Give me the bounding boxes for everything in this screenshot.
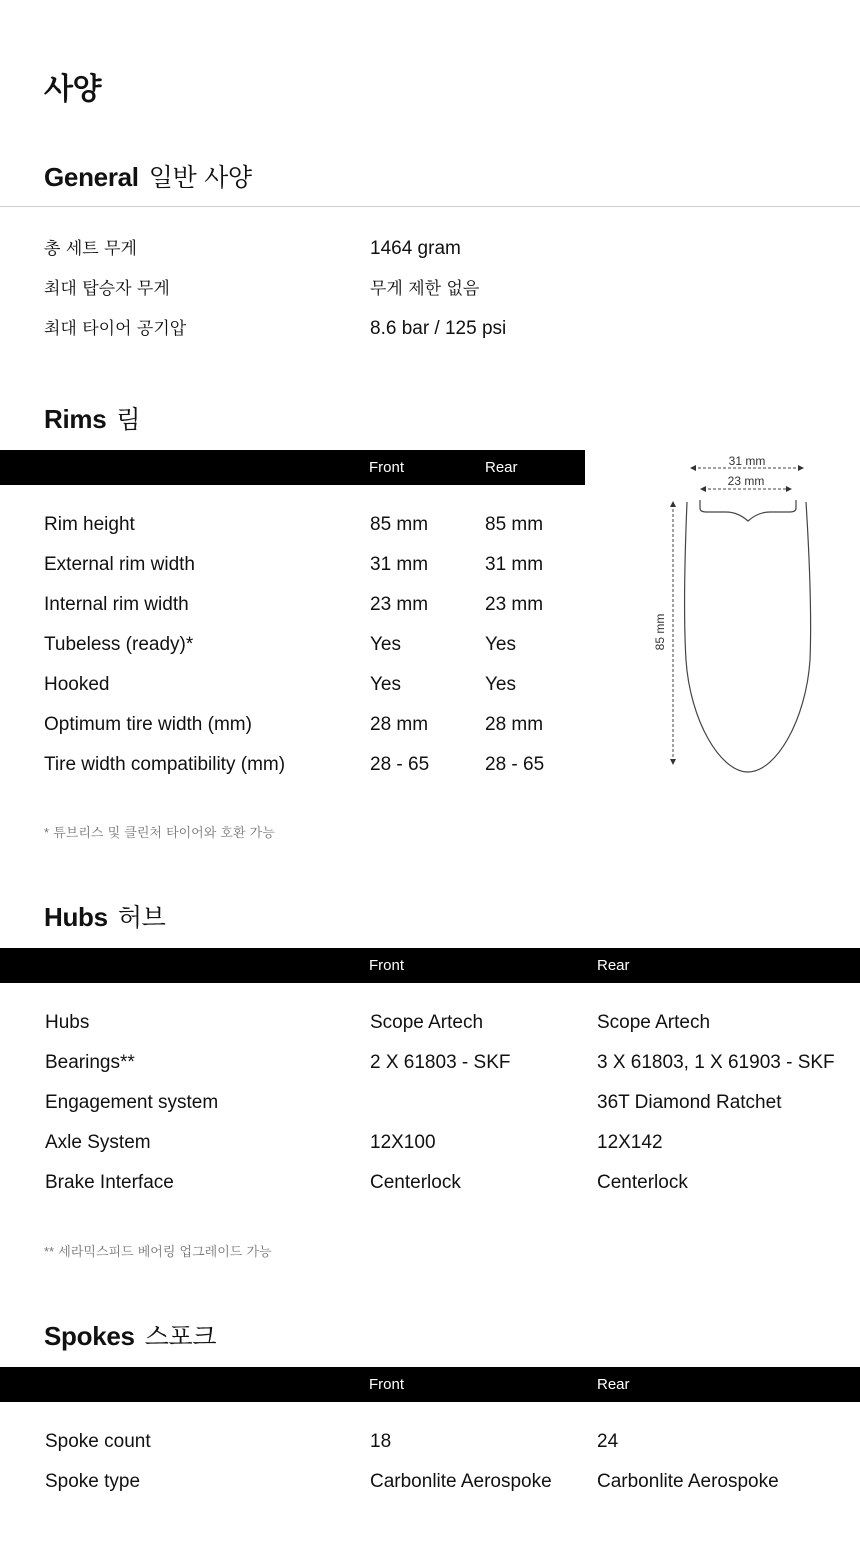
internal-width-label: 23 mm [727, 474, 765, 488]
hubs-col-front: Front [369, 957, 405, 974]
hubs-footnote-mark: ** [44, 1244, 55, 1259]
height-label: 85 mm [653, 613, 667, 651]
rims-row-rear: Yes [485, 674, 516, 695]
hubs-section-title [44, 898, 166, 934]
spokes-row-rear: 24 [597, 1431, 619, 1452]
rims-row-front: 28 - 65 [370, 754, 430, 775]
rims-row-label: Hooked [44, 674, 110, 695]
rims-row-label: Optimum tire width (mm) [44, 714, 252, 735]
rims-row-label: Internal rim width [44, 594, 189, 615]
rims-row-front: 85 mm [370, 514, 429, 535]
hubs-row-rear: 36T Diamond Ratchet [597, 1092, 782, 1113]
hubs-row-label: Bearings** [45, 1052, 135, 1073]
general-divider [0, 206, 860, 207]
rim-outer-profile [684, 502, 810, 772]
rims-row-rear: 28 - 65 [485, 754, 545, 775]
rims-row-front: Yes [370, 674, 401, 695]
general-title-en: General [44, 162, 139, 192]
spokes-row-label: Spoke type [45, 1471, 141, 1492]
hubs-row-label: Brake Interface [45, 1172, 174, 1193]
rims-footnote-mark: * [44, 825, 50, 840]
rims-row-front: 28 mm [370, 714, 429, 735]
general-row-value: 8.6 bar / 125 psi [370, 318, 507, 339]
spokes-section-title [44, 1317, 216, 1353]
rims-row-rear: 23 mm [485, 594, 544, 615]
rims-col-front: Front [369, 459, 405, 476]
rims-footnote-text: 튜브리스 및 클린처 타이어와 호환 가능 [53, 826, 275, 841]
rims-footnote [44, 822, 275, 841]
hubs-row-front: Scope Artech [370, 1012, 484, 1033]
rims-section-title [44, 400, 140, 436]
hubs-footnote-text: 세라믹스피드 베어링 업그레이드 가능 [58, 1245, 272, 1260]
hubs-row-rear: Centerlock [597, 1172, 688, 1193]
rims-row-label: Rim height [44, 514, 135, 535]
rims-row-label: Tire width compatibility (mm) [44, 754, 286, 775]
general-section-title [44, 158, 252, 194]
rims-row-rear: 85 mm [485, 514, 544, 535]
general-title-ko: 일반 사양 [148, 163, 252, 192]
rims-row-rear: 28 mm [485, 714, 544, 735]
hubs-row-rear: Scope Artech [597, 1012, 711, 1033]
hubs-row-front: Centerlock [370, 1172, 461, 1193]
general-row-label: 최대 탑승자 무게 [44, 279, 170, 299]
hubs-title-ko: 허브 [117, 903, 166, 932]
rims-row-rear: 31 mm [485, 554, 544, 575]
hubs-row-label: Engagement system [45, 1092, 219, 1113]
rims-row-front: 31 mm [370, 554, 429, 575]
hubs-col-rear: Rear [597, 957, 630, 974]
spokes-col-front: Front [369, 1376, 405, 1393]
rim-bead-profile [700, 500, 796, 521]
external-width-label: 31 mm [728, 454, 766, 468]
hubs-row-rear: 3 X 61803, 1 X 61903 - SKF [597, 1052, 835, 1073]
hubs-row-front: 2 X 61803 - SKF [370, 1052, 511, 1073]
general-row-label: 총 세트 무게 [44, 239, 137, 259]
rims-title-ko: 림 [116, 405, 141, 434]
rims-title-en: Rims [44, 404, 107, 434]
hubs-row-rear: 12X142 [597, 1132, 663, 1153]
rims-row-front: Yes [370, 634, 401, 655]
rims-col-rear: Rear [485, 459, 518, 476]
hubs-table-header [0, 948, 860, 983]
rim-profile-diagram [640, 450, 840, 780]
general-row-value: 무게 제한 없음 [370, 279, 480, 299]
spokes-row-label: Spoke count [45, 1431, 151, 1452]
rims-row-front: 23 mm [370, 594, 429, 615]
spokes-row-front: Carbonlite Aerospoke [370, 1471, 552, 1492]
rims-row-label: Tubeless (ready)* [44, 634, 194, 655]
general-row-value: 1464 gram [370, 238, 461, 259]
hubs-row-front: 12X100 [370, 1132, 436, 1153]
hubs-footnote [44, 1241, 272, 1260]
rims-row-rear: Yes [485, 634, 516, 655]
spokes-table-header [0, 1367, 860, 1402]
spokes-row-front: 18 [370, 1431, 392, 1452]
spokes-title-en: Spokes [44, 1321, 135, 1351]
rims-table-header [0, 450, 585, 485]
general-row-label: 최대 타이어 공기압 [44, 319, 187, 339]
spokes-title-ko: 스포크 [144, 1322, 217, 1351]
rims-row-label: External rim width [44, 554, 195, 575]
page-title: 사양 [44, 72, 101, 107]
hubs-row-label: Axle System [45, 1132, 151, 1153]
hubs-title-en: Hubs [44, 902, 108, 932]
spokes-row-rear: Carbonlite Aerospoke [597, 1471, 779, 1492]
spokes-col-rear: Rear [597, 1376, 630, 1393]
hubs-row-label: Hubs [45, 1012, 90, 1033]
